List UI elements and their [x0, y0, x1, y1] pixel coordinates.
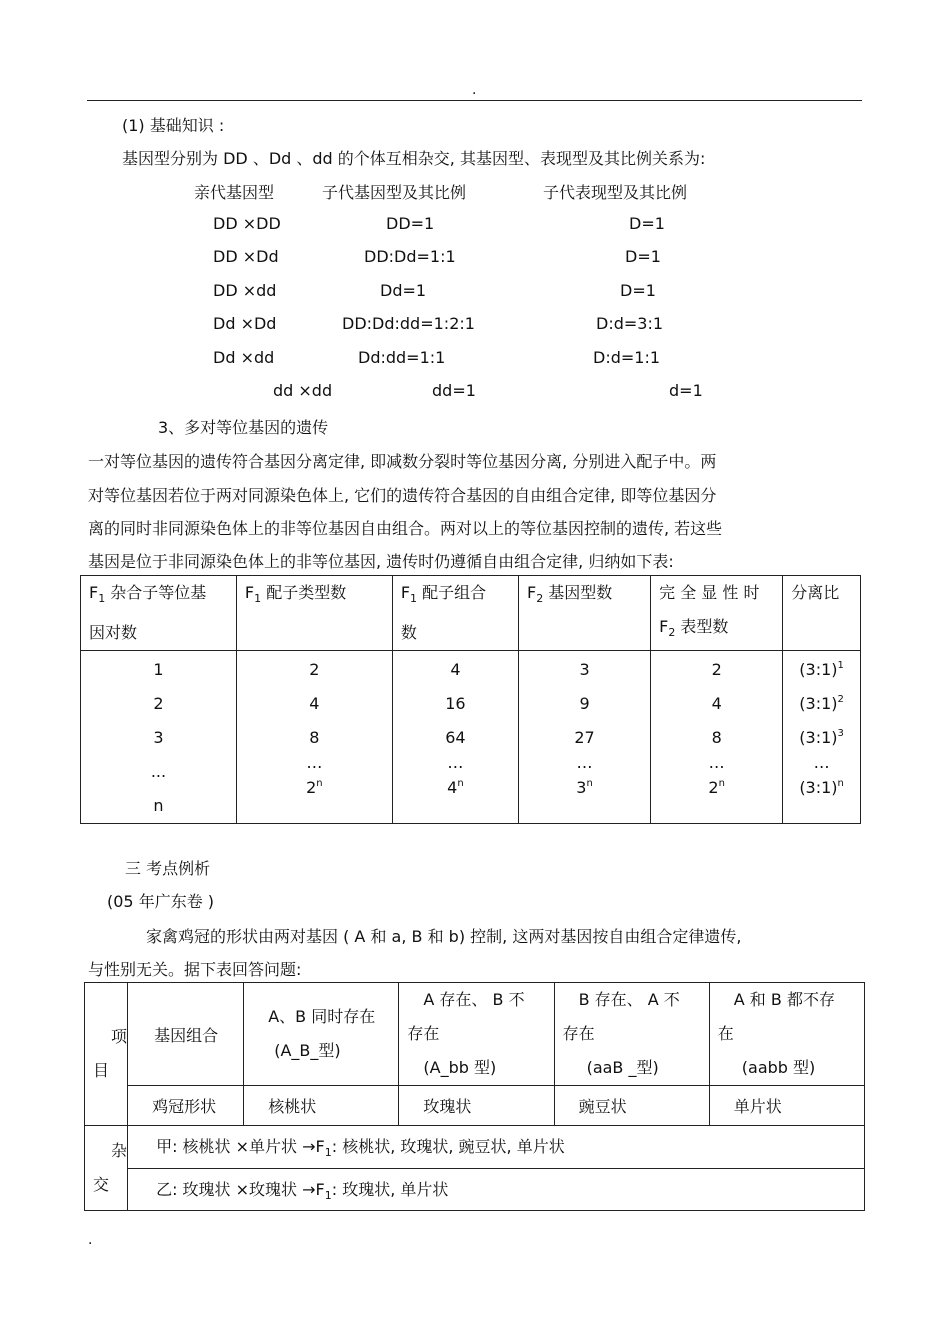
examples-heading: 三 考点例析	[125, 859, 211, 878]
table-cell: (3:1)$^3$	[799, 728, 844, 748]
basics-row-parent: Dd ×Dd	[213, 314, 277, 333]
header-rule	[87, 100, 862, 101]
th-gamete-types: $F_1$ 配子类型数	[236, 576, 392, 651]
trait-rose: 玫瑰状	[399, 1086, 554, 1126]
header-dot: .	[472, 82, 477, 98]
table-cell: 4	[450, 660, 461, 680]
table-cell: …	[306, 753, 323, 773]
table-cell: 3	[153, 728, 164, 748]
table-cell: …	[708, 753, 725, 773]
col-gamete-types	[236, 651, 392, 824]
basics-row-genotype: DD=1	[386, 214, 435, 233]
table-cell: 3	[579, 660, 590, 680]
table-cell: 4	[711, 694, 722, 714]
table-cell: 8	[309, 728, 320, 748]
examples-source: (05 年广东卷 )	[107, 892, 215, 911]
examples-para-line: 家禽鸡冠的形状由两对基因 ( A 和 a, B 和 b) 控制, 这两对基因按自由组合定律遗传,	[146, 927, 742, 946]
th-f2-genotypes: $F_2$ 基因型数	[519, 576, 651, 651]
section3-para-line: 基因是位于非同源染色体上的非等位基因, 遗传时仍遵循自由组合定律, 归纳如下表:	[88, 552, 674, 571]
table-cell: 2	[309, 660, 320, 680]
basics-row-phenotype: D=1	[625, 247, 661, 266]
comb-table	[84, 982, 865, 1211]
table-cell: …	[447, 753, 464, 773]
basics-header-phenotype: 子代表现型及其比例	[543, 183, 688, 202]
table-cell: 2	[711, 660, 722, 680]
basics-row-genotype: Dd:dd=1:1	[358, 348, 446, 367]
table-cell: 16	[445, 694, 466, 714]
table-cell: 3$^n$	[576, 778, 593, 798]
th-ratio: 分离比	[783, 576, 861, 651]
col-f2-genotypes	[519, 651, 651, 824]
col-ratio	[783, 651, 861, 824]
col-abb: A 存在、 B 不 存在 (A_bb 型)	[399, 983, 554, 1086]
table-cell: 8	[711, 728, 722, 748]
section3-heading: 3、多对等位基因的遗传	[158, 418, 329, 437]
gene-combo-label: 基因组合	[128, 983, 244, 1086]
table-cell: 64	[445, 728, 466, 748]
col-f2-phenotypes	[651, 651, 783, 824]
footer-dot: .	[88, 1232, 93, 1248]
basics-row-phenotype: D=1	[620, 281, 656, 300]
basics-row-phenotype: D:d=3:1	[596, 314, 664, 333]
col-aab: B 存在、 A 不 存在 (aaB _型)	[554, 983, 709, 1086]
basics-heading: (1) 基础知识 :	[122, 116, 225, 135]
inheritance-table	[80, 575, 861, 824]
trait-single: 单片状	[709, 1086, 864, 1126]
basics-row-genotype: dd=1	[432, 381, 476, 400]
cross-row-2: 乙: 玫瑰状 ×玫瑰状 $\to F_1$: 玫瑰状, 单片状	[128, 1169, 865, 1211]
rowhead-item: 项 目	[85, 983, 128, 1126]
table-cell: ...	[150, 762, 167, 782]
basics-row-phenotype: D:d=1:1	[593, 348, 661, 367]
trait-pea: 豌豆状	[554, 1086, 709, 1126]
col-pairs	[81, 651, 237, 824]
col-aabb: A 和 B 都不存 在 (aabb 型)	[709, 983, 864, 1086]
table-cell: 2	[153, 694, 164, 714]
section3-para-line: 离的同时非同源染色体上的非等位基因自由组合。两对以上的等位基因控制的遗传, 若这些	[88, 519, 723, 538]
basics-row-parent: DD ×DD	[213, 214, 281, 233]
cross-row-1: 甲: 核桃状 ×单片状 $\to F_1$: 核桃状, 玫瑰状, 豌豆状, 单片状	[128, 1126, 865, 1169]
table-cell: (3:1)$^n$	[799, 778, 844, 798]
basics-row-genotype: Dd=1	[380, 281, 427, 300]
section3-para-line: 一对等位基因的遗传符合基因分离定律, 即减数分裂时等位基因分离, 分别进入配子中。两	[88, 452, 717, 471]
table-cell: n	[153, 796, 164, 816]
table-cell: 1	[153, 660, 164, 680]
col-gamete-combos	[392, 651, 518, 824]
table-cell: …	[576, 753, 593, 773]
trait-label: 鸡冠形状	[128, 1086, 244, 1126]
table-cell: 4$^n$	[447, 778, 464, 798]
table-cell: (3:1)$^2$	[799, 694, 844, 714]
table-cell: 4	[309, 694, 320, 714]
basics-intro: 基因型分别为 DD 、Dd 、dd 的个体互相杂交, 其基因型、表现型及其比例关系为:	[122, 149, 706, 168]
table-cell: 27	[574, 728, 595, 748]
basics-header-parent: 亲代基因型	[194, 183, 275, 202]
table-cell: (3:1)$^1$	[799, 660, 844, 680]
basics-header-genotype: 子代基因型及其比例	[322, 183, 467, 202]
basics-row-parent: dd ×dd	[273, 381, 333, 400]
basics-row-phenotype: D=1	[629, 214, 665, 233]
examples-para-line: 与性别无关。据下表回答问题:	[88, 960, 302, 979]
th-gamete-combos: $F_1$ 配子组合 数	[392, 576, 518, 651]
basics-row-genotype: DD:Dd=1:1	[364, 247, 456, 266]
basics-row-phenotype: d=1	[669, 381, 703, 400]
table-cell: 2$^n$	[306, 778, 323, 798]
section3-para-line: 对等位基因若位于两对同源染色体上, 它们的遗传符合基因的自由组合定律, 即等位基因分	[88, 486, 717, 505]
table-cell: 2$^n$	[708, 778, 725, 798]
th-pairs: $F_1$ 杂合子等位基 因对数	[81, 576, 237, 651]
basics-row-genotype: DD:Dd:dd=1:2:1	[342, 314, 475, 333]
trait-walnut: 核桃状	[244, 1086, 399, 1126]
table-cell: …	[813, 753, 830, 773]
basics-row-parent: DD ×dd	[213, 281, 277, 300]
basics-row-parent: Dd ×dd	[213, 348, 275, 367]
col-ab: A、B 同时存在 (A_B_型)	[244, 983, 399, 1086]
rowhead-cross: 杂 交	[85, 1126, 128, 1211]
table-cell: 9	[579, 694, 590, 714]
basics-row-parent: DD ×Dd	[213, 247, 279, 266]
th-f2-phenotypes: 完 全 显 性 时 $F_2$ 表型数	[651, 576, 783, 651]
